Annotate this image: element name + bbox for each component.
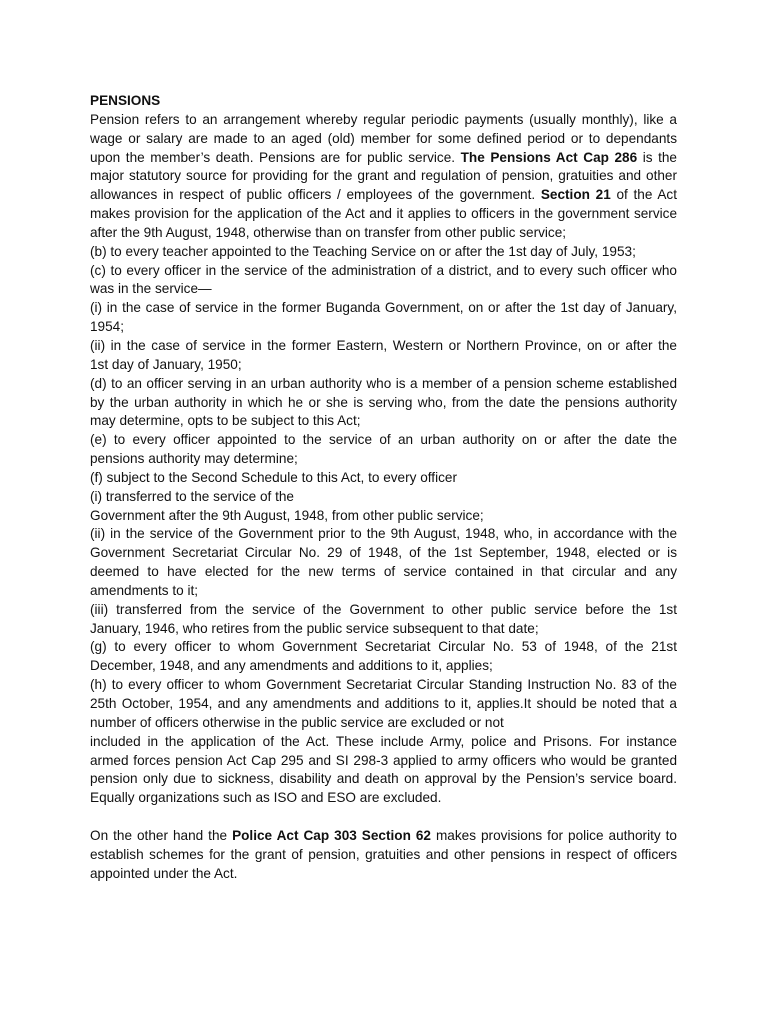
text-line: appointed under the Act.: [90, 865, 238, 881]
section-heading: PENSIONS: [90, 93, 161, 108]
text-line: (g) to every officer to whom Government Secretariat Circular No. 53 of 1948, of the 21st: [90, 639, 677, 655]
text-line: Government after the 9th August, 1948, from other public service;: [90, 507, 484, 523]
text-line: (b) to every teacher appointed to the Teaching Service on or after the 1st day of July, 1953;: [90, 243, 636, 259]
text-line: [90, 149, 677, 168]
text-run: On the other hand the: [90, 827, 233, 843]
text-line: (d) to an officer serving in an urban authority who is a member of a pension scheme established: [90, 375, 677, 391]
text-line: [90, 186, 677, 205]
document-body: [90, 92, 677, 883]
text-line: by the urban authority in which he or she is serving who, from the date the pensions authority: [90, 394, 677, 410]
text-line: makes provision for the application of the Act and it applies to officers in the government service: [90, 206, 677, 222]
text-run: of the Act: [610, 187, 677, 203]
text-line: (iii) transferred from the service of the Government to other public service before the 1st: [90, 601, 677, 617]
text-line: after the 9th August, 1948, otherwise than on transfer from other public service;: [90, 224, 567, 240]
text-line: armed forces pension Act Cap 295 and SI 298-3 applied to army officers who would be granted: [90, 752, 677, 768]
text-line: establish schemes for the grant of pension, gratuities and other pensions in respect of officers: [90, 846, 677, 862]
text-run: makes provisions for police authority to: [431, 827, 677, 843]
text-line: [90, 827, 677, 846]
text-line: December, 1948, and any amendments and additions to it, applies;: [90, 658, 493, 674]
text-line: number of officers otherwise in the public service are excluded or not: [90, 714, 504, 730]
text-line: wage or salary are made to an aged (old) member for some defined period or to dependants: [90, 130, 677, 146]
text-line: (h) to every officer to whom Government Secretariat Circular Standing Instruction No. 83 of the: [90, 677, 677, 693]
paragraph-spacer: [90, 808, 677, 827]
text-line: (i) transferred to the service of the: [90, 488, 294, 504]
act-reference-pensions-act: The Pensions Act Cap 286: [460, 149, 638, 165]
text-line: 1954;: [90, 319, 125, 335]
text-line: Government Secretariat Circular No. 29 of 1948, of the 1st September, 1948, elected or is: [90, 545, 677, 561]
text-line: pension only due to sickness, disability and death on approval by the Pension’s service board.: [90, 771, 677, 787]
section-reference: Section 21: [540, 187, 611, 203]
text-line: may determine, opts to be subject to this Act;: [90, 413, 361, 429]
text-line: Equally organizations such as ISO and ESO are excluded.: [90, 790, 442, 806]
text-run: allowances in respect of public officers / employees of the government.: [90, 187, 541, 203]
text-line: 1st day of January, 1950;: [90, 356, 242, 372]
text-line: 25th October, 1954, and any amendments and additions to it, applies.It should be noted that a: [90, 696, 677, 711]
text-line: (c) to every officer in the service of the administration of a district, and to every such officer who: [90, 262, 677, 278]
text-line: (f) subject to the Second Schedule to this Act, to every officer: [90, 469, 457, 485]
text-line: was in the service—: [90, 281, 212, 297]
text-line: Pension refers to an arrangement whereby regular periodic payments (usually monthly), like a: [90, 111, 677, 127]
paragraph-police-act: [90, 827, 677, 884]
text-run: is the: [637, 149, 677, 165]
paragraph-pensions: [90, 111, 677, 808]
text-line: January, 1946, who retires from the public service subsequent to that date;: [90, 620, 539, 636]
text-line: included in the application of the Act. These include Army, police and Prisons. For instance: [90, 733, 677, 749]
text-line: major statutory source for providing for the grant and regulation of pension, gratuities and other: [90, 168, 677, 184]
text-line: (ii) in the service of the Government prior to the 9th August, 1948, who, in accordance with the: [90, 526, 677, 542]
text-line: pensions authority may determine;: [90, 451, 298, 467]
text-line: (e) to every officer appointed to the service of an urban authority on or after the date the: [90, 432, 677, 448]
text-line: amendments to it;: [90, 582, 199, 598]
text-line: (ii) in the case of service in the former Eastern, Western or Northern Province, on or after the: [90, 337, 677, 353]
text-run: upon the member’s death. Pensions are for public service.: [90, 149, 461, 165]
act-reference-police-act: Police Act Cap 303 Section 62: [232, 827, 431, 843]
text-line: deemed to have elected for the new terms of service contained in that circular and any: [90, 564, 677, 580]
text-line: (i) in the case of service in the former Buganda Government, on or after the 1st day of January,: [90, 300, 677, 316]
